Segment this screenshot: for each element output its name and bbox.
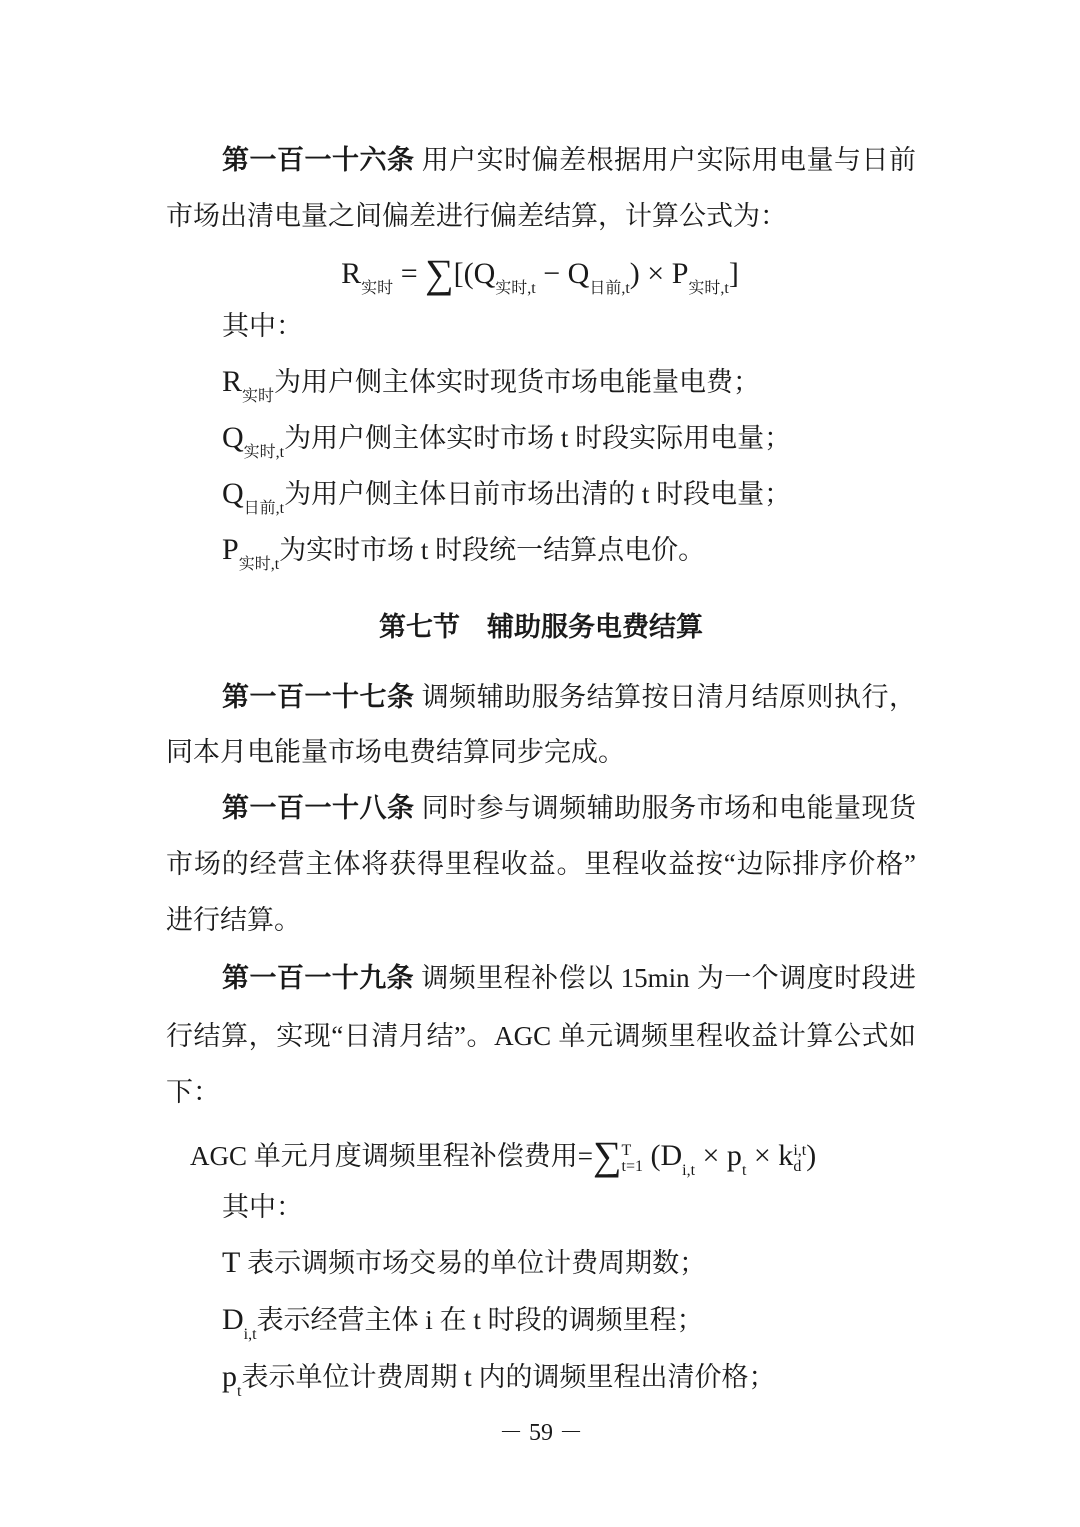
article-117-line-2: 同本月电能量市场电费结算同步完成。: [166, 737, 625, 767]
formula-subscript: i,t: [682, 1162, 696, 1179]
definition-text: 为实时市场 t 时段统一结算点电价。: [279, 535, 706, 565]
sum-upper: T: [621, 1141, 632, 1159]
formula-subscript: i,t: [243, 1326, 257, 1343]
article-119-line-1: [222, 958, 916, 998]
sum-symbol: ∑: [592, 1133, 622, 1178]
paragraph-text: 用户实时偏差根据用户实际用电量与日前: [421, 145, 917, 175]
article-heading: 第一百一十八条: [222, 793, 415, 823]
formula-op: × p: [695, 1139, 742, 1172]
article-heading: 第一百一十六条: [222, 145, 415, 175]
formula-subscript: t: [741, 1162, 747, 1179]
definition-text: 为用户侧主体实时现货市场电能量电费；: [274, 367, 761, 397]
formula-subscript: 实时,t: [688, 280, 729, 297]
definition-text: 表示单位计费周期 t 内的调频里程出清价格；: [241, 1362, 776, 1392]
definition-text: 为用户侧主体日前市场出清的 t 时段电量；: [284, 479, 792, 509]
formula-label: AGC 单元月度调频里程补偿费用=: [190, 1141, 593, 1171]
article-119-line-3: 下：: [166, 1077, 220, 1107]
formula-subscript: d: [793, 1157, 802, 1175]
article-heading: 第一百一十九条: [222, 963, 415, 993]
formula-symbol: Q: [222, 477, 244, 510]
formula-subscript: 实时,t: [243, 444, 285, 461]
article-116-line-1: [222, 140, 916, 180]
definition-line: [222, 418, 916, 461]
definition-text: 表示经营主体 i 在 t 时段的调频里程；: [256, 1305, 704, 1335]
section-heading: 第七节 辅助服务电费结算: [379, 612, 703, 642]
formula-subscript: 日前,t: [243, 500, 285, 517]
formula-op: (D: [642, 1139, 683, 1172]
formula-subscript: 实时: [242, 388, 275, 405]
page-number: － 59 －: [499, 1420, 583, 1446]
article-heading: 第一百一十七条: [222, 682, 415, 712]
formula-symbol: P: [222, 533, 239, 566]
definition-line: [222, 474, 916, 517]
formula-realtime-settlement: [190, 250, 890, 297]
formula-op: ) × P: [629, 257, 689, 290]
paragraph-text: 同时参与调频辅助服务市场和电能量现货: [421, 793, 917, 823]
formula-op: [(Q: [453, 257, 496, 290]
formula-subscript: 实时: [361, 280, 394, 297]
k-indices: [793, 1143, 806, 1175]
formula-op: =: [393, 257, 426, 290]
definition-text: 为用户侧主体实时市场 t 时段实际用电量；: [284, 423, 792, 453]
where-label: 其中：: [222, 1192, 303, 1222]
article-117-line-1: [222, 677, 916, 717]
definition-line: [222, 1357, 916, 1400]
definition-line: [222, 1243, 916, 1283]
formula-subscript: t: [237, 1383, 242, 1400]
formula-op: − Q: [535, 257, 590, 290]
where-label: 其中：: [222, 311, 303, 341]
formula-subscript: 实时,t: [495, 280, 536, 297]
article-116-line-2: 市场出清电量之间偏差进行偏差结算，计算公式为：: [166, 201, 787, 231]
definition-line: [222, 362, 916, 405]
formula-symbol: Q: [222, 421, 244, 454]
formula-symbol: p: [222, 1360, 237, 1393]
paragraph-text: 调频里程补偿以 15min 为一个调度时段进: [421, 963, 917, 993]
sum-symbol: ∑: [425, 251, 454, 296]
formula-symbol: T: [222, 1246, 241, 1279]
formula-op: ): [806, 1139, 817, 1172]
definition-line: [222, 1300, 916, 1343]
formula-symbol: R: [222, 365, 243, 398]
article-118-line-1: [222, 788, 916, 828]
formula-op: ]: [728, 257, 739, 290]
formula-subscript: 实时,t: [238, 556, 280, 573]
formula-symbol: R: [341, 257, 362, 290]
definition-line: [222, 530, 916, 573]
formula-superscript: i,t: [793, 1141, 807, 1159]
formula-op: × k: [746, 1139, 794, 1172]
formula-agc-compensation: [190, 1132, 910, 1179]
article-118-line-3: 进行结算。: [166, 905, 301, 935]
formula-subscript: 日前,t: [589, 280, 630, 297]
article-118-line-2: 市场的经营主体将获得里程收益。里程收益按“边际排序价格”: [166, 849, 916, 879]
definition-text: 表示调频市场交易的单位计费周期数；: [240, 1248, 707, 1278]
sum-lower: t=1: [621, 1157, 643, 1175]
paragraph-text: 调频辅助服务结算按日清月结原则执行，: [421, 682, 917, 712]
formula-symbol: D: [222, 1303, 244, 1336]
sum-limits: [622, 1143, 643, 1175]
article-119-line-2: 行结算，实现“日清月结”。AGC 单元调频里程收益计算公式如: [166, 1021, 916, 1051]
